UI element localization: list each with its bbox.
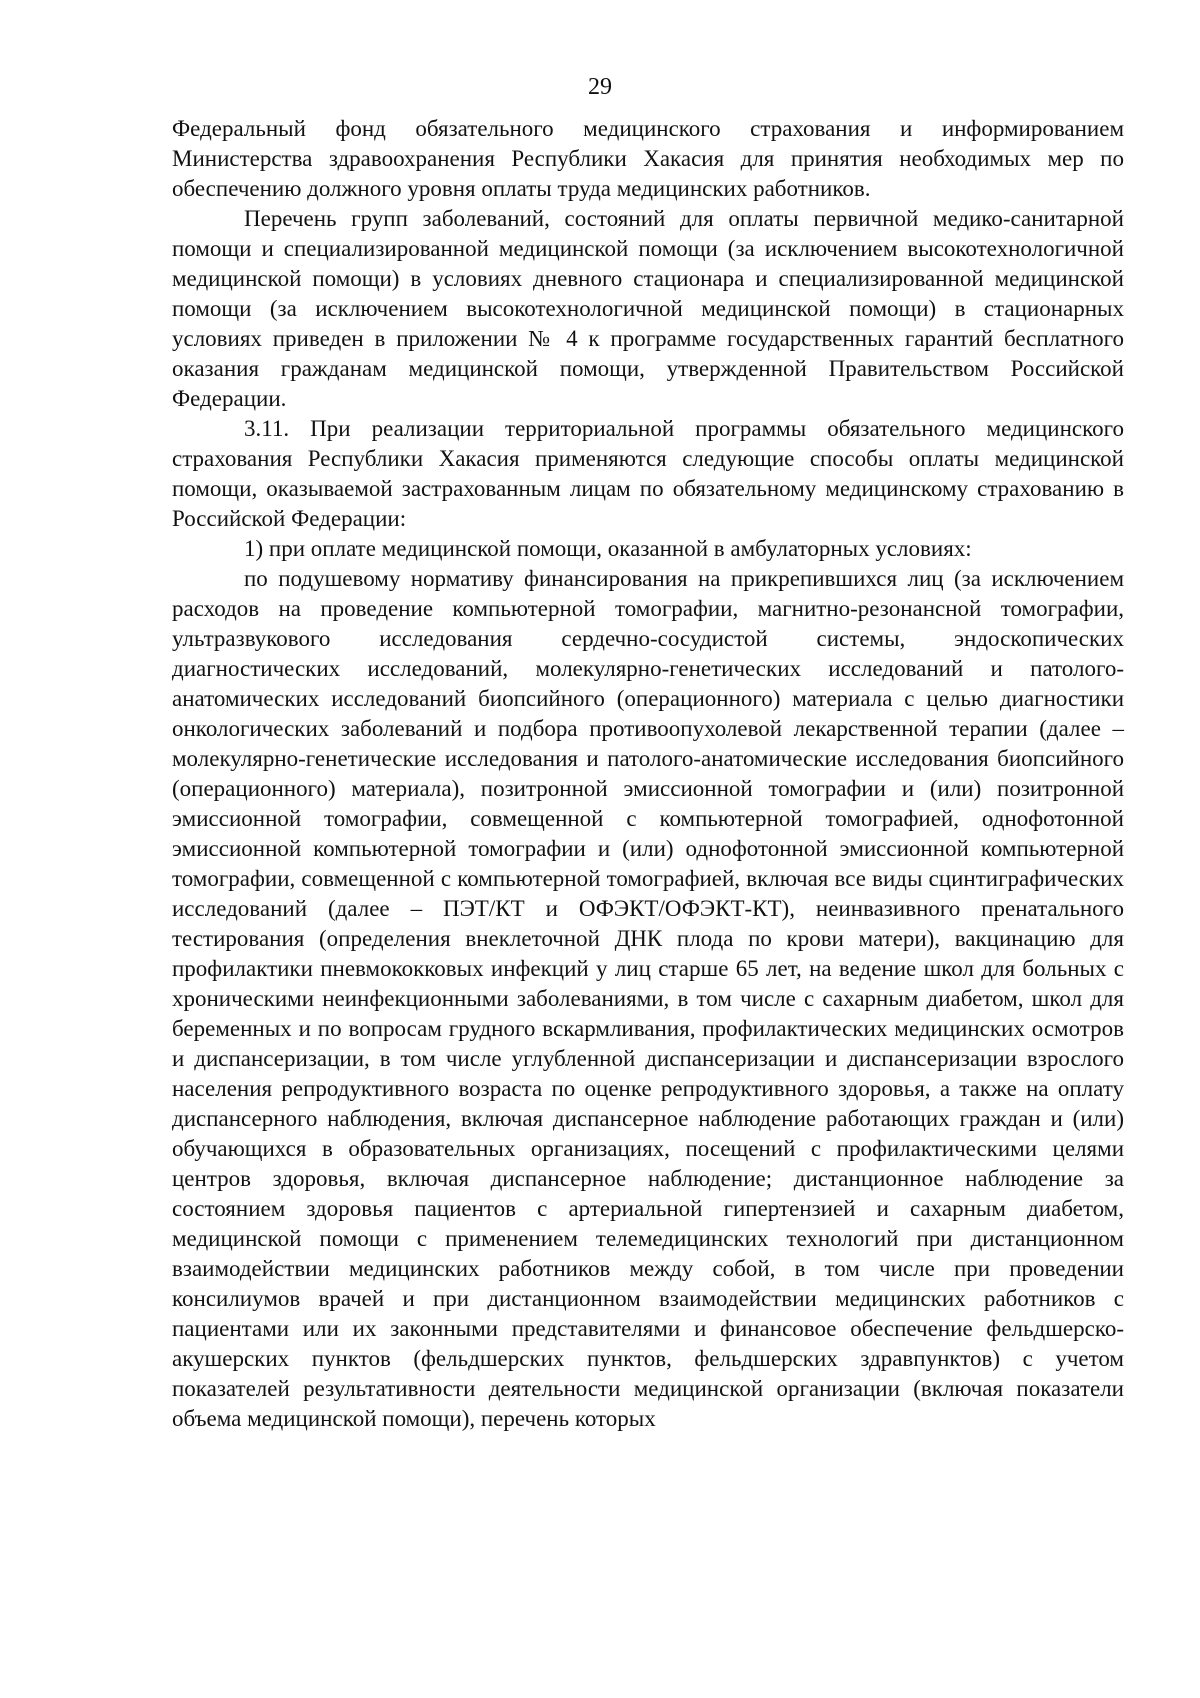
paragraph-2: Перечень групп заболеваний, состояний для оплаты первичной медико-санитарной помощи и специализированной медицинской помощи (за исключением высокотехнологичной медицинской помощи) в условиях дневного стационара и специализированной медицинской помощи (за исключением высокотехнологичной медицинской помощи) в стационарных условиях приведен в приложении № 4 к программе государственных гарантий бесплатного оказания гражданам медицинской помощи, утвержденной Правительством Российской Федерации. [172, 206, 1124, 411]
paragraph-1: Федеральный фонд обязательного медицинского страхования и информированием Министерства здравоохранения Республики Хакасия для принятия необходимых мер по обеспечению должного уровня оплаты труда медицинских работников. [172, 116, 1124, 201]
page-number: 29 [588, 74, 612, 100]
body-text [172, 114, 1124, 1434]
paragraph-5: по подушевому нормативу финансирования на прикрепившихся лиц (за исключением расходов на проведение компьютерной томографии, магнитно-резонансной томографии, ультразвукового исследования сердечно-сосудистой системы, эндоскопических диагностических исследований, молекулярно-генетических исследований и патолого-анатомических исследований биопсийного (операционного) материала с целью диагностики онкологических заболеваний и подбора противоопухолевой лекарственной терапии (далее – молекулярно-генетические исследования и патолого-анатомические исследования биопсийного (операционного) материала), позитронной эмиссионной томографии и (или) позитронной эмиссионной томографии, совмещенной с компьютерной томографией, однофотонной эмиссионной компьютерной томографии и (или) однофотонной эмиссионной компьютерной томографии, совмещенной с компьютерной томографией, включая все виды сцинтиграфических исследований (далее – ПЭТ/КТ и ОФЭКТ/ОФЭКТ-КТ), неинвазивного пренатального тестирования (определения внеклеточной ДНК плода по крови матери), вакцинацию для профилактики пневмококковых инфекций у лиц старше 65 лет, на ведение школ для больных с хроническими неинфекционными заболеваниями, в том числе с сахарным диабетом, школ для беременных и по вопросам грудного вскармливания, профилактических медицинских осмотров и диспансеризации, в том числе углубленной диспансеризации и диспансеризации взрослого населения репродуктивного возраста по оценке репродуктивного здоровья, а также на оплату диспансерного наблюдения, включая диспансерное наблюдение работающих граждан и (или) обучающихся в образовательных организациях, посещений с профилактическими целями центров здоровья, включая диспансерное наблюдение; дистанционное наблюдение за состоянием здоровья пациентов с артериальной гипертензией и сахарным диабетом, медицинской помощи с применением телемедицинских технологий при дистанционном взаимодействии медицинских работников между собой, в том числе при проведении консилиумов врачей и при дистанционном взаимодействии медицинских работников с пациентами или их законными представителями и финансовое обеспечение фельдшерско-акушерских пунктов (фельдшерских пунктов, фельдшерских здравпунктов) с учетом показателей результативности деятельности медицинской организации (включая показатели объема медицинской помощи), перечень которых [172, 566, 1124, 1431]
paragraph-4: 1) при оплате медицинской помощи, оказанной в амбулаторных условиях: [244, 536, 972, 561]
paragraph-3: 3.11. При реализации территориальной программы обязательного медицинского страхования Республики Хакасия применяются следующие способы оплаты медицинской помощи, оказываемой застрахованным лицам по обязательному медицинскому страхованию в Российской Федерации: [172, 416, 1124, 531]
